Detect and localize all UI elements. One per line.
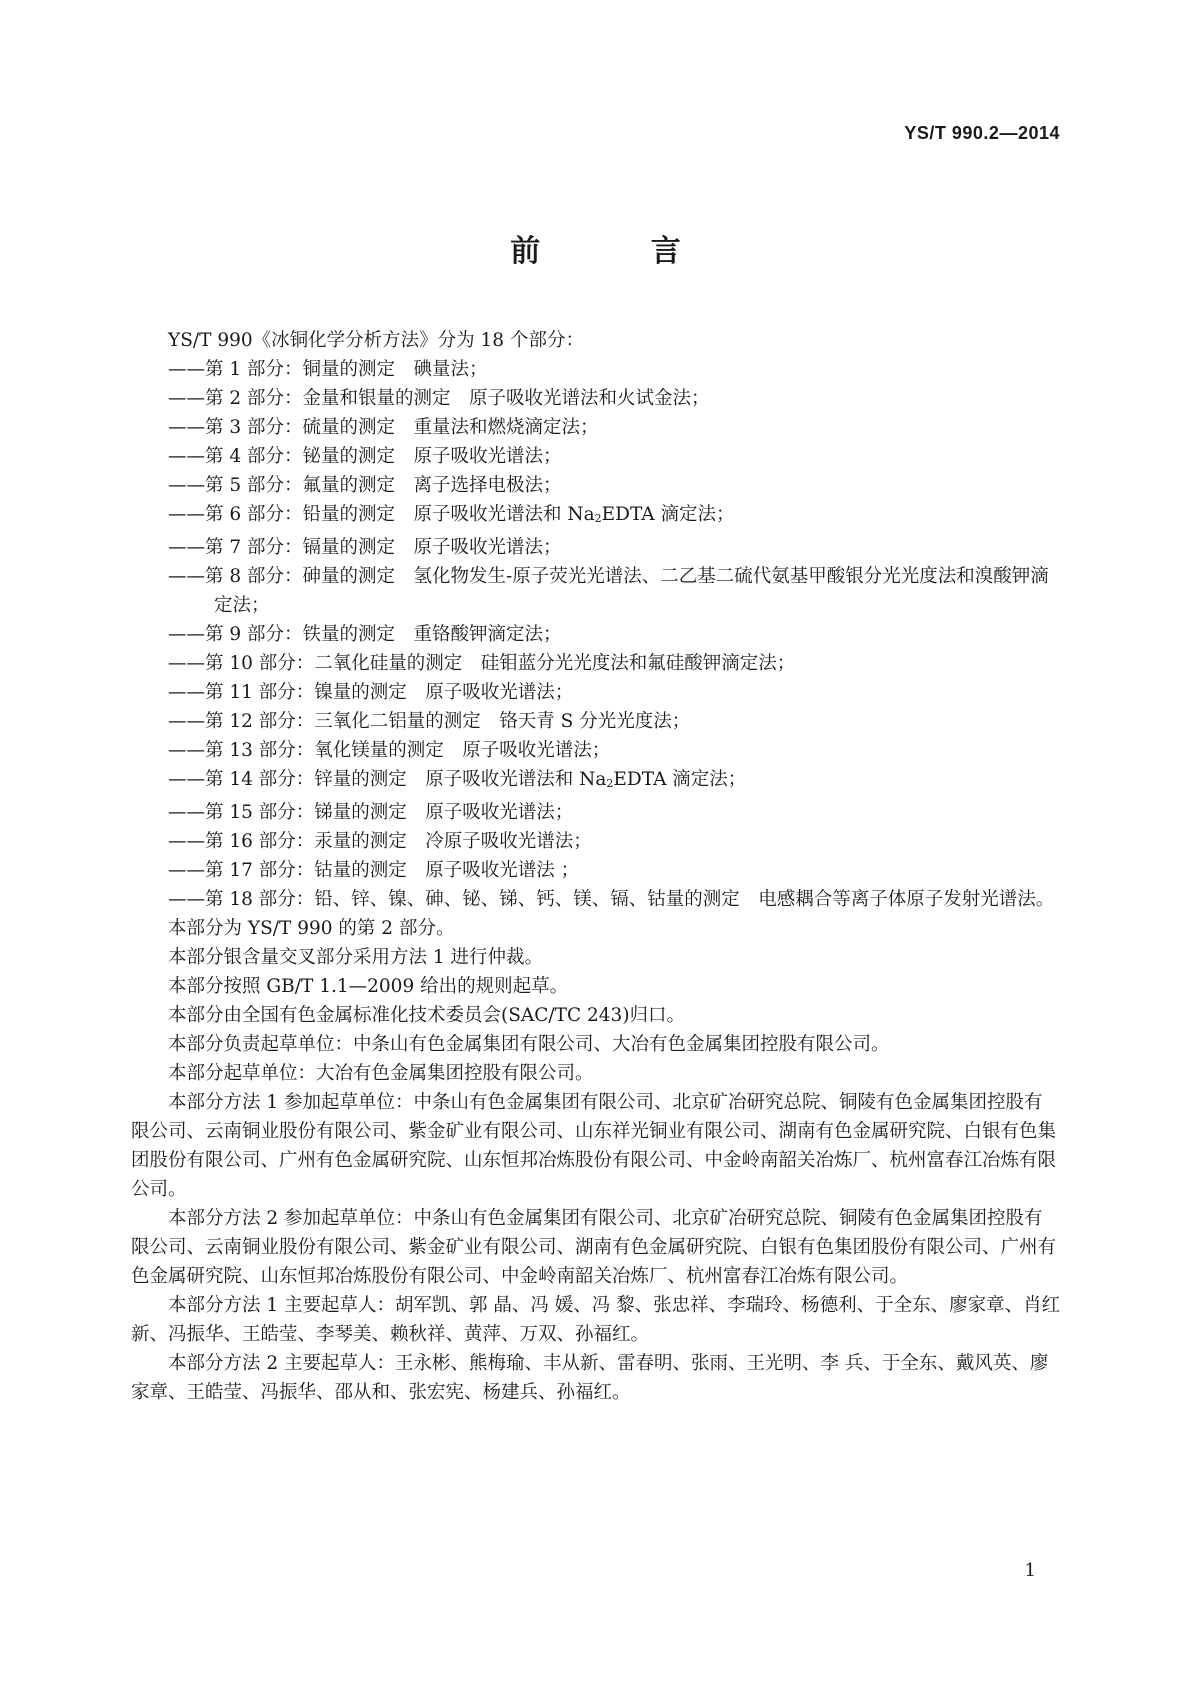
part-14-text: ——第 14 部分：锌量的测定 原子吸收光谱法和 Na — [168, 769, 607, 790]
part-item: ——第 3 部分：硫量的测定 重量法和燃烧滴定法； — [168, 417, 599, 438]
document-body — [131, 326, 1061, 1407]
body-paragraph: 本部分负责起草单位：中条山有色金属集团有限公司、大冶有色金属集团控股有限公司。 — [168, 1034, 890, 1055]
part-14-subscript: 2 — [606, 777, 614, 790]
part-item: ——第 5 部分：氟量的测定 离子选择电极法； — [168, 475, 562, 496]
part-item: ——第 7 部分：镉量的测定 原子吸收光谱法； — [168, 537, 562, 558]
standard-code: YS/T 990.2—2014 — [904, 123, 1060, 143]
part-item: ——第 10 部分：二氧化硅量的测定 硅钼蓝分光光度法和氟硅酸钾滴定法； — [168, 653, 796, 674]
part-item: ——第 8 部分：砷量的测定 氢化物发生-原子荧光光谱法、二乙基二硫代氨基甲酸银分光光度法和溴酸钾滴定法； — [168, 566, 1049, 616]
body-paragraph: 本部分按照 GB/T 1.1—2009 给出的规则起草。 — [168, 976, 569, 997]
body-paragraph: 本部分银含量交叉部分采用方法 1 进行仲裁。 — [168, 947, 544, 968]
body-paragraph: 本部分方法 1 主要起草人：胡军凯、郭 晶、冯 媛、冯 黎、张忠祥、李瑞玲、杨德利、于全东、廖家章、肖红新、冯振华、王皓莹、李琴美、赖秋祥、黄萍、万双、孙福红。 — [131, 1295, 1061, 1345]
body-paragraph: 本部分为 YS/T 990 的第 2 部分。 — [168, 918, 455, 939]
intro-paragraph: YS/T 990《冰铜化学分析方法》分为 18 个部分： — [168, 330, 584, 351]
part-item: ——第 9 部分：铁量的测定 重铬酸钾滴定法； — [168, 624, 562, 645]
body-paragraph: 本部分起草单位：大冶有色金属集团控股有限公司。 — [168, 1063, 594, 1084]
part-item: ——第 1 部分：铜量的测定 碘量法； — [168, 359, 488, 380]
part-item: ——第 18 部分：铅、锌、镍、砷、铋、锑、钙、镁、镉、钴量的测定 电感耦合等离子体原子发射光谱法。 — [168, 889, 1055, 910]
part-item: ——第 13 部分：氧化镁量的测定 原子吸收光谱法； — [168, 740, 611, 761]
part-item-6 — [131, 500, 1061, 533]
part-item: ——第 16 部分：汞量的测定 冷原子吸收光谱法； — [168, 831, 592, 852]
part-item: ——第 15 部分：锑量的测定 原子吸收光谱法； — [168, 802, 574, 823]
part-6-subscript: 2 — [594, 512, 602, 525]
part-item-14 — [131, 765, 1061, 798]
part-6-text: ——第 6 部分：铅量的测定 原子吸收光谱法和 Na — [168, 504, 595, 525]
part-item: ——第 4 部分：铋量的测定 原子吸收光谱法； — [168, 446, 562, 467]
body-paragraph: 本部分方法 2 主要起草人：王永彬、熊梅瑜、丰从新、雷春明、张雨、王光明、李 兵、于全东、戴风英、廖家章、王皓莹、冯振华、邵从和、张宏宪、杨建兵、孙福红。 — [131, 1353, 1049, 1403]
part-item: ——第 17 部分：钴量的测定 原子吸收光谱法 ； — [168, 860, 580, 881]
part-6-text-end: EDTA 滴定法； — [601, 504, 735, 525]
part-14-text-end: EDTA 滴定法； — [613, 769, 747, 790]
body-paragraph: 本部分方法 2 参加起草单位：中条山有色金属集团有限公司、北京矿冶研究总院、铜陵有色金属集团控股有限公司、云南铜业股份有限公司、紫金矿业有限公司、湖南有色金属研究院、白银有色集团股份有限公司、广州有色金属研究院、山东恒邦冶炼股份有限公司、中金岭南韶关冶炼厂、杭州富春江冶炼有限公司。 — [131, 1208, 1057, 1287]
body-paragraph: 本部分方法 1 参加起草单位：中条山有色金属集团有限公司、北京矿冶研究总院、铜陵有色金属集团控股有限公司、云南铜业股份有限公司、紫金矿业有限公司、山东祥光铜业有限公司、湖南有色金属研究院、白银有色集团股份有限公司、广州有色金属研究院、山东恒邦冶炼股份有限公司、中金岭南韶关冶炼厂、杭州富春江冶炼有限公司。 — [131, 1092, 1057, 1200]
part-item: ——第 11 部分：镍量的测定 原子吸收光谱法； — [168, 682, 574, 703]
body-paragraph: 本部分由全国有色金属标准化技术委员会(SAC/TC 243)归口。 — [168, 1005, 686, 1026]
page-number: 1 — [1024, 1560, 1036, 1581]
page-title: 前 言 — [510, 234, 731, 269]
part-item: ——第 12 部分：三氧化二铝量的测定 铬天青 S 分光光度法； — [168, 711, 691, 732]
part-item: ——第 2 部分：金量和银量的测定 原子吸收光谱法和火试金法； — [168, 388, 710, 409]
